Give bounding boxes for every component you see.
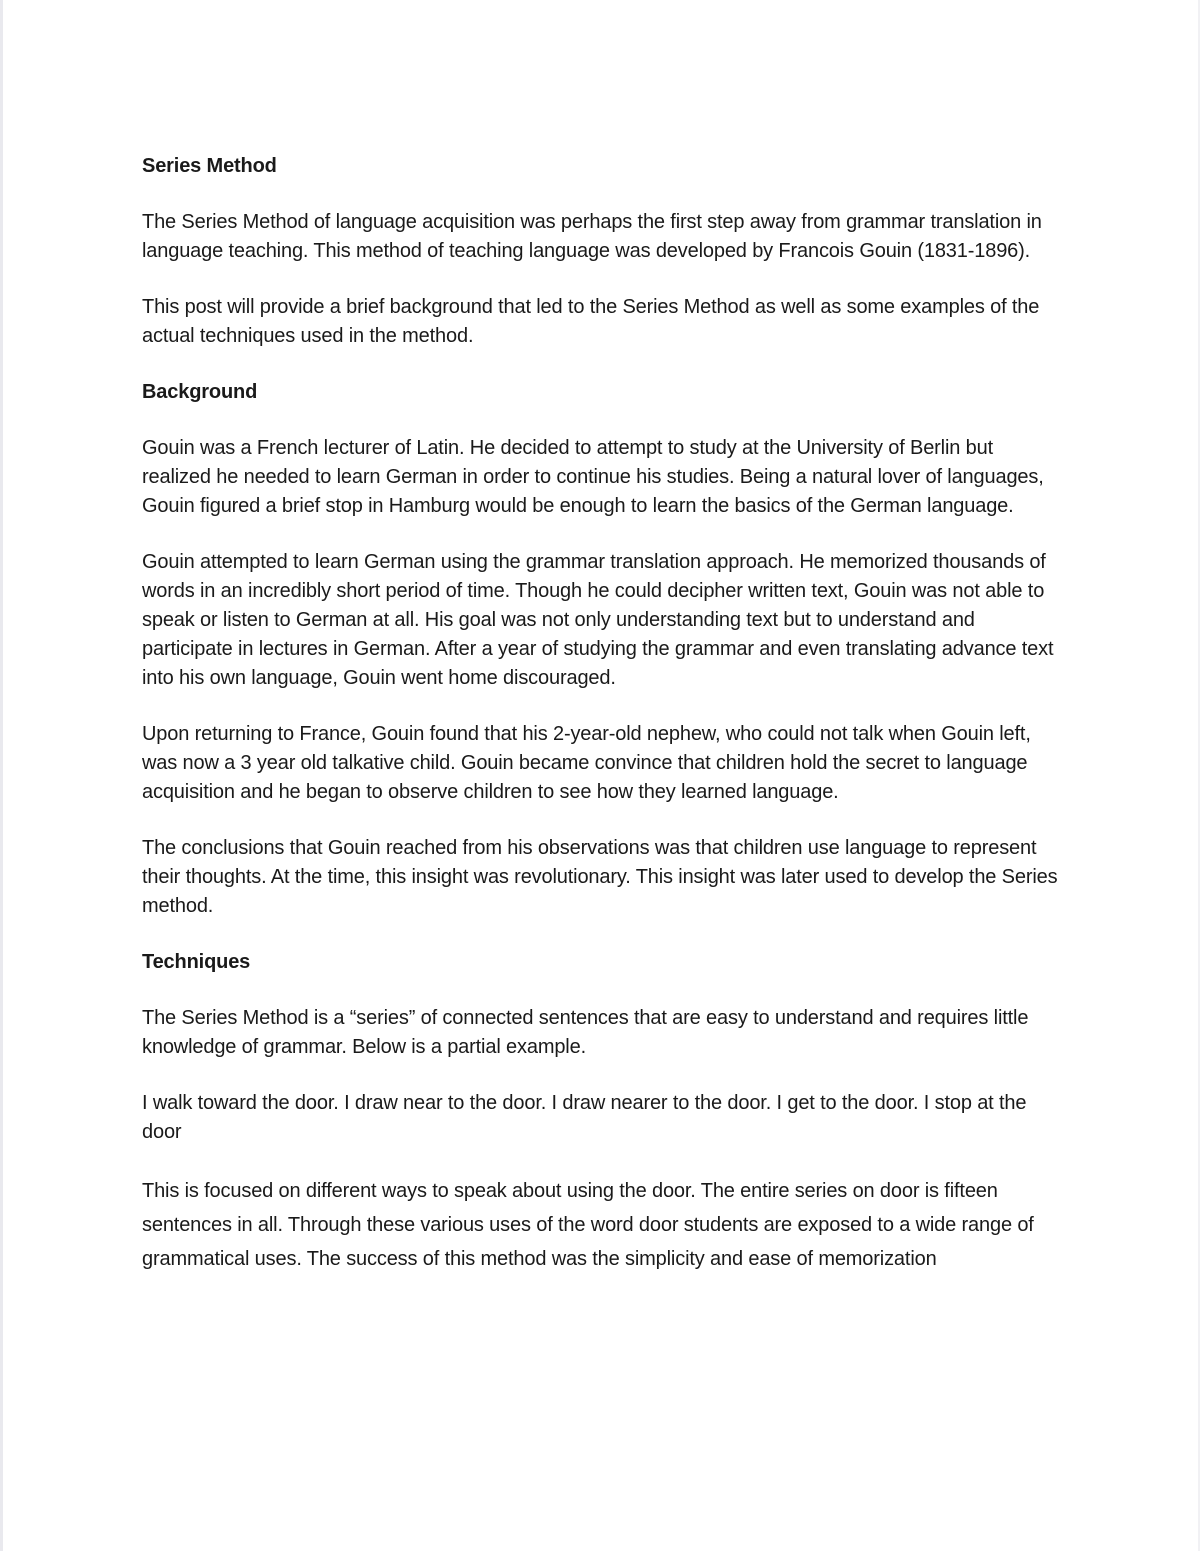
techniques-paragraph-3: This is focused on different ways to speak about using the door. The entire series on door is fifteen sentences in all. Through these various uses of the word door students are exposed to a wide range of grammatical uses. The success of this method was the simplicity and ease of memorization <box>142 1180 1034 1270</box>
document-body <box>142 152 1062 1276</box>
techniques-paragraph-1: The Series Method is a “series” of connected sentences that are easy to understand and requires little knowledge of grammar. Below is a partial example. <box>142 1007 1029 1058</box>
background-paragraph-3: Upon returning to France, Gouin found that his 2-year-old nephew, who could not talk when Gouin left, was now a 3 year old talkative child. Gouin became convince that children hold the secret to language acquisition and he began to observe children to see how they learned language. <box>142 723 1031 803</box>
techniques-heading: Techniques <box>142 951 251 973</box>
intro-paragraph-2: This post will provide a brief background that led to the Series Method as well as some examples of the actual techniques used in the method. <box>142 296 1040 347</box>
background-paragraph-2: Gouin attempted to learn German using the grammar translation approach. He memorized thousands of words in an incredibly short period of time. Though he could decipher written text, Gouin was not able to speak or listen to German at all. His goal was not only understanding text but to understand and participate in lectures in German. After a year of studying the grammar and even translating advance text into his own language, Gouin went home discouraged. <box>142 551 1054 689</box>
background-paragraph-1: Gouin was a French lecturer of Latin. He decided to attempt to study at the University of Berlin but realized he needed to learn German in order to continue his studies. Being a natural lover of languages, Gouin figured a brief stop in Hamburg would be enough to learn the basics of the German language. <box>142 437 1044 517</box>
techniques-example: I walk toward the door. I draw near to the door. I draw nearer to the door. I get to the door. I stop at the door <box>142 1092 1027 1143</box>
background-paragraph-4: The conclusions that Gouin reached from his observations was that children use language to represent their thoughts. At the time, this insight was revolutionary. This insight was later used to develop the Series method. <box>142 837 1058 917</box>
intro-paragraph-1: The Series Method of language acquisition was perhaps the first step away from grammar translation in language teaching. This method of teaching language was developed by Francois Gouin (1831-1896). <box>142 211 1042 262</box>
page-edge-left <box>0 0 3 1551</box>
background-heading: Background <box>142 381 258 403</box>
document-title: Series Method <box>142 155 277 177</box>
